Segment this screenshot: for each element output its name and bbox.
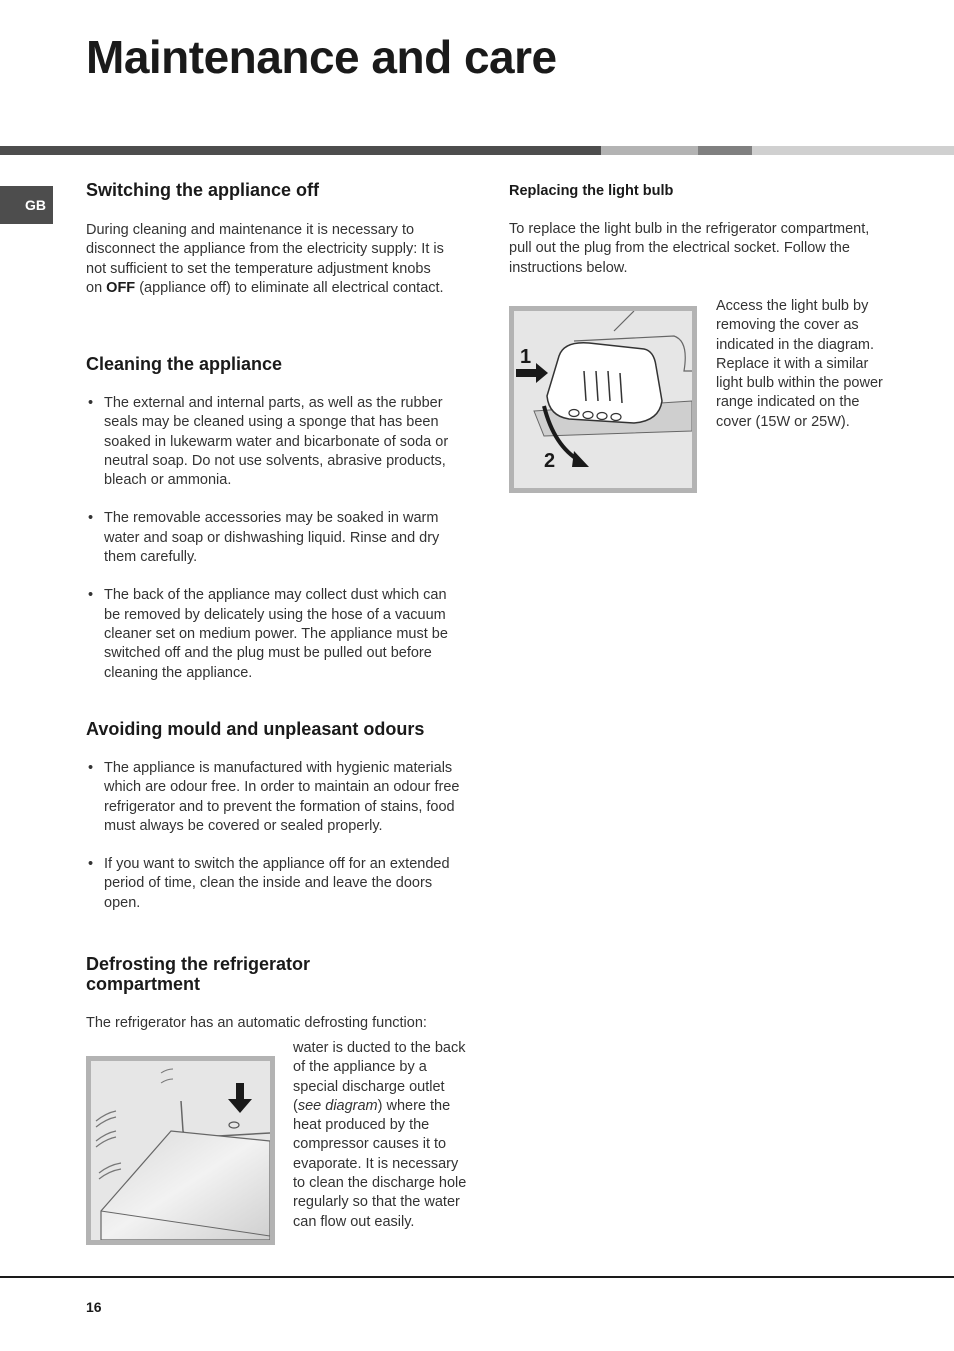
list-item: • If you want to switch the appliance off for an extended period of time, clean the inside and leave the doors open. — [86, 855, 466, 913]
list-item: • The back of the appliance may collect dust which can be removed by delicately using the hose of a vacuum cleaner set on medium power. The appliance must be switched off and the plug must be pulled out before cleaning the appliance. — [86, 586, 466, 682]
switching-off-heading: Switching the appliance off — [86, 180, 320, 200]
light-bulb-diagram — [509, 306, 697, 493]
page-number: 16 — [86, 1299, 102, 1315]
light-bulb-heading: Replacing the light bulb — [509, 183, 674, 199]
defrosting-heading: Defrosting the refrigerator compartment — [86, 954, 311, 994]
list-item: • The removable accessories may be soaked in warm water and soap or dishwashing liquid. Rinse and dry them carefully. — [86, 509, 466, 567]
mould-list — [86, 759, 466, 913]
defrosting-intro: The refrigerator has an automatic defrosting function: — [86, 1015, 427, 1031]
step-2-label: 2 — [544, 450, 556, 472]
list-item: • The appliance is manufactured with hygienic materials which are odour free. In order to maintain an odour free refrigerator and to prevent the formation of stains, food must always be covered or sealed properly. — [86, 759, 466, 836]
light-bulb-side-text: Access the light bulb by removing the cover as indicated in the diagram. Replace it with a similar light bulb within the power range indicated on the cover (15W or 25W). — [716, 298, 883, 430]
defrost-diagram — [86, 1056, 275, 1245]
switching-off-text: During cleaning and maintenance it is necessary to disconnect the appliance from the electricity supply: It is not sufficient to set the temperature adjustment knobs on OFF (appliance off) to eliminate all electrical contact. — [86, 222, 444, 296]
light-bulb-intro: To replace the light bulb in the refrigerator compartment, pull out the plug from the electrical socket. Follow the instructions below. — [509, 221, 870, 276]
cleaning-list — [86, 394, 466, 683]
header-band-dark — [0, 146, 601, 155]
section-mould — [86, 719, 466, 913]
header-band-light — [601, 146, 698, 155]
defrost-illustration — [91, 1061, 270, 1240]
page-title: Maintenance and care — [86, 31, 557, 83]
footer-rule — [0, 1276, 954, 1278]
mould-heading: Avoiding mould and unpleasant odours — [86, 719, 425, 739]
list-item: • The external and internal parts, as well as the rubber seals may be cleaned using a sponge that has been soaked in lukewarm water and bicarbonate of soda or neutral soap. Do not use solvents, abrasive products, bleach or ammonia. — [86, 394, 466, 490]
step-1-label: 1 — [520, 346, 532, 368]
language-tab: GB — [0, 186, 53, 224]
section-defrosting — [86, 954, 467, 1230]
cleaning-heading: Cleaning the appliance — [86, 354, 283, 374]
header-band-mid — [698, 146, 752, 155]
light-bulb-illustration — [514, 311, 692, 488]
section-switching-off — [86, 180, 466, 298]
header-band-pale — [752, 146, 954, 155]
defrosting-text: water is ducted to the back of the appliance by a special discharge outlet (see diagram) where the heat produced by the compressor causes it to evaporate. It is necessary to clean the discharge hole regularly so that the water can flow out easily. — [293, 1040, 467, 1230]
section-cleaning — [86, 354, 466, 683]
